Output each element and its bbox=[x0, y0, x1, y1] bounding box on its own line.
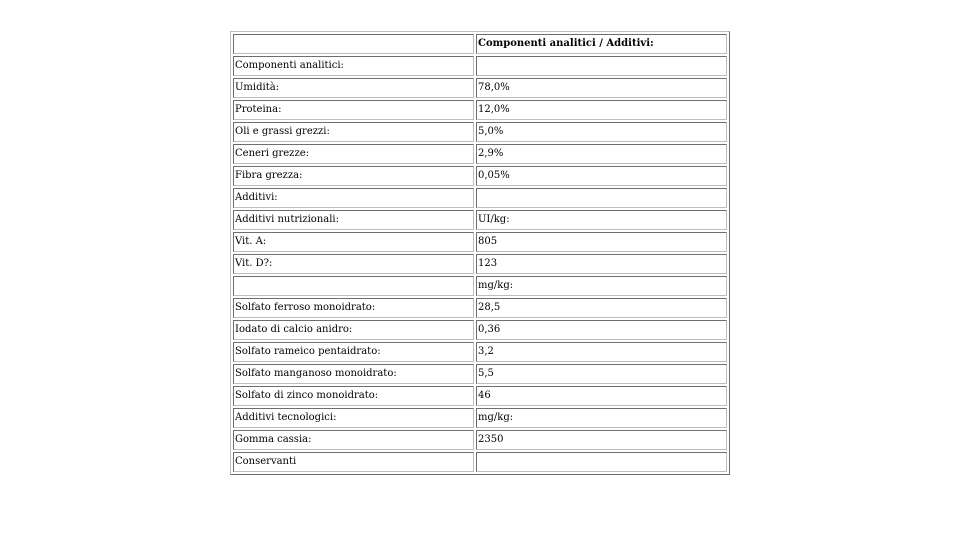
table-row bbox=[233, 188, 727, 208]
row-label-cell: Iodato di calcio anidro: bbox=[233, 320, 474, 340]
row-value-cell bbox=[476, 188, 727, 208]
table-row bbox=[233, 276, 727, 296]
row-label-cell: Solfato manganoso monoidrato: bbox=[233, 364, 474, 384]
table-row bbox=[233, 452, 727, 472]
table-row bbox=[233, 232, 727, 252]
table-row bbox=[233, 56, 727, 76]
row-value-cell: UI/kg: bbox=[476, 210, 727, 230]
row-label-cell: Additivi: bbox=[233, 188, 474, 208]
table-row bbox=[233, 342, 727, 362]
row-value-cell: 0,36 bbox=[476, 320, 727, 340]
table-row bbox=[233, 210, 727, 230]
row-label-cell: Umidità: bbox=[233, 78, 474, 98]
row-value-cell bbox=[476, 56, 727, 76]
row-label-cell: Proteina: bbox=[233, 100, 474, 120]
table-row bbox=[233, 254, 727, 274]
row-value-cell bbox=[476, 452, 727, 472]
header-value-cell: Componenti analitici / Additivi: bbox=[476, 34, 727, 54]
table-row bbox=[233, 298, 727, 318]
row-label-cell: Vit. A: bbox=[233, 232, 474, 252]
row-label-cell: Oli e grassi grezzi: bbox=[233, 122, 474, 142]
row-label-cell: Gomma cassia: bbox=[233, 430, 474, 450]
row-label-cell bbox=[233, 276, 474, 296]
row-value-cell: 78,0% bbox=[476, 78, 727, 98]
row-value-cell: 12,0% bbox=[476, 100, 727, 120]
table-row bbox=[233, 122, 727, 142]
table-header-row bbox=[233, 34, 727, 54]
header-label-cell bbox=[233, 34, 474, 54]
row-label-cell: Ceneri grezze: bbox=[233, 144, 474, 164]
row-value-cell: 5,5 bbox=[476, 364, 727, 384]
row-value-cell: 2350 bbox=[476, 430, 727, 450]
row-value-cell: mg/kg: bbox=[476, 408, 727, 428]
row-label-cell: Conservanti bbox=[233, 452, 474, 472]
row-label-cell: Additivi nutrizionali: bbox=[233, 210, 474, 230]
table-row bbox=[233, 386, 727, 406]
row-value-cell: 3,2 bbox=[476, 342, 727, 362]
table-row bbox=[233, 78, 727, 98]
row-value-cell: 2,9% bbox=[476, 144, 727, 164]
row-value-cell: 0,05% bbox=[476, 166, 727, 186]
table-row bbox=[233, 166, 727, 186]
row-label-cell: Solfato di zinco monoidrato: bbox=[233, 386, 474, 406]
table-row bbox=[233, 144, 727, 164]
row-label-cell: Solfato rameico pentaidrato: bbox=[233, 342, 474, 362]
table-row bbox=[233, 364, 727, 384]
row-value-cell: 28,5 bbox=[476, 298, 727, 318]
table-row bbox=[233, 430, 727, 450]
analysis-table-body bbox=[233, 34, 727, 472]
row-value-cell: 805 bbox=[476, 232, 727, 252]
row-value-cell: 5,0% bbox=[476, 122, 727, 142]
table-row bbox=[233, 100, 727, 120]
analysis-table bbox=[230, 31, 730, 475]
row-label-cell: Componenti analitici: bbox=[233, 56, 474, 76]
row-value-cell: mg/kg: bbox=[476, 276, 727, 296]
row-label-cell: Fibra grezza: bbox=[233, 166, 474, 186]
row-value-cell: 46 bbox=[476, 386, 727, 406]
row-label-cell: Solfato ferroso monoidrato: bbox=[233, 298, 474, 318]
table-row bbox=[233, 408, 727, 428]
row-label-cell: Vit. D?: bbox=[233, 254, 474, 274]
table-row bbox=[233, 320, 727, 340]
row-value-cell: 123 bbox=[476, 254, 727, 274]
row-label-cell: Additivi tecnologici: bbox=[233, 408, 474, 428]
